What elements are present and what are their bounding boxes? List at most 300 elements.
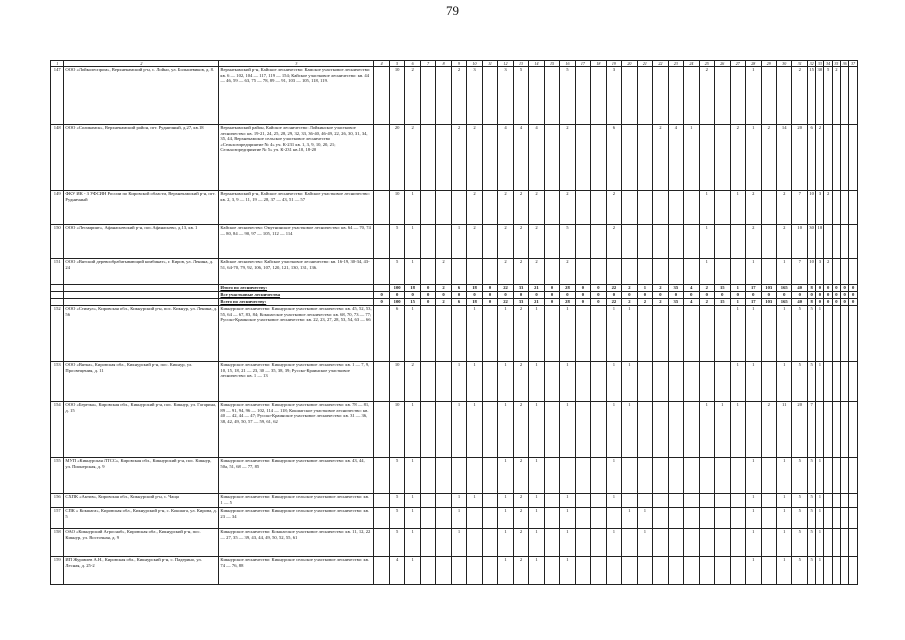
row-number: 157	[51, 508, 64, 529]
value-cell: 2	[498, 191, 513, 225]
value-cell	[451, 191, 466, 225]
total-value-cell: 18	[467, 285, 482, 292]
value-cell	[436, 529, 451, 557]
value-cell	[832, 458, 840, 494]
value-cell: 5	[389, 508, 404, 529]
value-cell: 5	[807, 458, 815, 494]
table-row	[51, 362, 858, 402]
totals-row	[51, 299, 858, 306]
value-cell: 1	[405, 494, 420, 508]
value-cell	[374, 225, 389, 259]
value-cell: 2	[730, 125, 745, 191]
location-cell: Кикнурское лесничество: Кикнурское сельское участковое лесничество: кв. 1 — 5	[219, 494, 374, 508]
value-cell: 1	[746, 458, 761, 494]
value-cell	[622, 557, 637, 585]
value-cell	[436, 362, 451, 402]
value-cell: 10	[792, 225, 807, 259]
value-cell	[832, 306, 840, 362]
total-value-cell: 21	[529, 299, 544, 306]
value-cell: 2	[513, 191, 528, 225]
value-cell: 1	[816, 494, 824, 508]
value-cell: 1	[746, 508, 761, 529]
value-cell: 5	[807, 557, 815, 585]
value-cell: 2	[606, 191, 621, 225]
value-cell: 20	[389, 125, 404, 191]
value-cell	[832, 494, 840, 508]
total-value-cell: 0	[606, 292, 621, 299]
value-cell	[591, 494, 606, 508]
value-cell	[715, 67, 730, 125]
value-cell	[684, 225, 699, 259]
value-cell	[668, 402, 683, 458]
value-cell: 1	[606, 529, 621, 557]
value-cell	[436, 125, 451, 191]
total-value-cell: 0	[849, 299, 858, 306]
row-number: 148	[51, 125, 64, 191]
value-cell: 2	[529, 225, 544, 259]
value-cell	[832, 125, 840, 191]
value-cell: 2	[513, 306, 528, 362]
value-cell: 1	[622, 362, 637, 402]
column-number: 4	[374, 61, 389, 67]
value-cell: 5	[560, 225, 575, 259]
value-cell	[832, 362, 840, 402]
totals-label: Всего по лесничеству:	[219, 299, 374, 306]
value-cell: 2	[832, 67, 840, 125]
totals-label: Итого по лесничеству:	[219, 285, 374, 292]
value-cell: 3	[467, 67, 482, 125]
total-value-cell: 6	[451, 299, 466, 306]
value-cell	[482, 362, 497, 402]
value-cell	[715, 191, 730, 225]
value-cell	[841, 125, 849, 191]
value-cell: 1	[816, 529, 824, 557]
column-number: 20	[622, 61, 637, 67]
organization-cell	[64, 299, 219, 306]
value-cell	[451, 306, 466, 362]
organization-cell: ООО «Вятка», Кировская обл., Кикнурский р-н, пос. Кикнур, ул. Просвещения, д. 11	[64, 362, 219, 402]
value-cell	[653, 306, 668, 362]
value-cell	[622, 458, 637, 494]
total-value-cell: 8	[807, 299, 815, 306]
column-number: 3	[219, 61, 374, 67]
value-cell	[591, 458, 606, 494]
value-cell	[730, 494, 745, 508]
value-cell	[544, 306, 559, 362]
value-cell	[841, 67, 849, 125]
value-cell	[715, 362, 730, 402]
organization-cell: ОАО «Кикнурский Агроснаб», Кировская обл., Кикнурский р-н, пос. Кикнур, ул. Восточная, д. 9	[64, 529, 219, 557]
table-row	[51, 306, 858, 362]
value-cell: 1	[730, 362, 745, 402]
value-cell: 14	[776, 125, 791, 191]
value-cell: 1	[405, 259, 420, 285]
value-cell: 1	[560, 557, 575, 585]
value-cell: 2	[699, 67, 714, 125]
value-cell: 1	[560, 508, 575, 529]
total-value-cell: 0	[467, 292, 482, 299]
value-cell	[849, 191, 858, 225]
value-cell: 1	[498, 306, 513, 362]
value-cell	[591, 508, 606, 529]
value-cell	[841, 362, 849, 402]
table-row	[51, 402, 858, 458]
value-cell: 20	[792, 402, 807, 458]
value-cell: 1	[467, 362, 482, 402]
value-cell	[482, 458, 497, 494]
value-cell	[420, 508, 435, 529]
value-cell: 1	[529, 402, 544, 458]
value-cell: 1	[560, 362, 575, 402]
location-cell: Кикнурское лесничество: Кокшагское участковое лесничество: кв. 11, 12, 22 — 27, 35 — 39, 43, 44, 49, 50, 52, 55, 61	[219, 529, 374, 557]
value-cell: 5	[560, 67, 575, 125]
total-value-cell	[374, 285, 389, 292]
value-cell	[575, 125, 590, 191]
value-cell: 1	[405, 557, 420, 585]
value-cell	[575, 306, 590, 362]
value-cell: 2	[560, 191, 575, 225]
value-cell	[832, 191, 840, 225]
value-cell: 15	[807, 67, 815, 125]
value-cell: 2	[746, 225, 761, 259]
value-cell	[544, 362, 559, 402]
value-cell: 5	[807, 362, 815, 402]
total-value-cell: 35	[668, 285, 683, 292]
value-cell	[436, 494, 451, 508]
total-value-cell: 2	[436, 285, 451, 292]
value-cell	[653, 508, 668, 529]
column-number: 1	[51, 61, 64, 67]
total-value-cell: 0	[832, 285, 840, 292]
value-cell	[824, 362, 832, 402]
total-value-cell: 2	[699, 299, 714, 306]
value-cell	[637, 458, 652, 494]
value-cell	[575, 225, 590, 259]
row-number: 158	[51, 529, 64, 557]
value-cell: 5	[389, 529, 404, 557]
value-cell: 1	[405, 402, 420, 458]
value-cell	[591, 259, 606, 285]
value-cell	[684, 191, 699, 225]
location-cell: Кикнурское лесничество: Кикнурское участковое лесничество: кв. 43, 44, 50а, 51, 68 — 77, 85	[219, 458, 374, 494]
value-cell	[832, 529, 840, 557]
value-cell	[451, 557, 466, 585]
value-cell	[420, 529, 435, 557]
value-cell	[420, 125, 435, 191]
column-number: 12	[498, 61, 513, 67]
total-value-cell: 0	[824, 285, 832, 292]
value-cell: 1	[560, 494, 575, 508]
value-cell	[482, 529, 497, 557]
value-cell	[668, 225, 683, 259]
value-cell	[776, 67, 791, 125]
value-cell	[637, 67, 652, 125]
row-number: 149	[51, 191, 64, 225]
value-cell	[653, 494, 668, 508]
total-value-cell: 22	[606, 285, 621, 292]
value-cell	[746, 402, 761, 458]
location-cell: Кикнурское лесничество: Кикнурское участковое лесничество: кв. 1 — 7, 9, 10, 15, 18, 21 — 23, 30 — 35, 38, 39; Русско-Краинское участковое лесничество: кв. 1 — 13	[219, 362, 374, 402]
value-cell: 10	[807, 191, 815, 225]
value-cell: 1	[560, 402, 575, 458]
value-cell: 2	[513, 557, 528, 585]
value-cell	[591, 67, 606, 125]
value-cell	[622, 494, 637, 508]
value-cell: 1	[529, 529, 544, 557]
value-cell: 2	[824, 191, 832, 225]
value-cell	[591, 225, 606, 259]
value-cell	[374, 402, 389, 458]
value-cell	[436, 225, 451, 259]
value-cell	[668, 557, 683, 585]
value-cell: 1	[637, 508, 652, 529]
value-cell: 1	[529, 508, 544, 529]
value-cell: 2	[513, 402, 528, 458]
value-cell: 2	[513, 508, 528, 529]
column-number: 21	[637, 61, 652, 67]
value-cell	[699, 362, 714, 402]
total-value-cell: 0	[482, 285, 497, 292]
value-cell	[849, 67, 858, 125]
column-number: 6	[405, 61, 420, 67]
total-value-cell: 0	[668, 292, 683, 299]
value-cell: 1	[498, 402, 513, 458]
organization-cell	[64, 292, 219, 299]
total-value-cell: 1	[730, 285, 745, 292]
value-cell: 1	[816, 306, 824, 362]
value-cell: 1	[776, 494, 791, 508]
value-cell	[374, 557, 389, 585]
total-value-cell: 0	[405, 292, 420, 299]
table-row	[51, 458, 858, 494]
total-value-cell: 0	[575, 285, 590, 292]
row-number	[51, 285, 64, 292]
value-cell: 1	[405, 508, 420, 529]
total-value-cell: 0	[482, 299, 497, 306]
total-value-cell: 2	[622, 299, 637, 306]
value-cell: 1	[776, 458, 791, 494]
value-cell: 1	[498, 458, 513, 494]
value-cell	[653, 557, 668, 585]
value-cell	[544, 508, 559, 529]
value-cell: 10	[816, 225, 824, 259]
value-cell	[436, 557, 451, 585]
organization-cell: МУП «Кикнурская ЛТСС», Кировская обл., Кикнурский р-н, пос. Кикнур, ул. Пионерская, д. 9	[64, 458, 219, 494]
total-value-cell: 0	[816, 285, 824, 292]
value-cell	[544, 67, 559, 125]
value-cell	[824, 557, 832, 585]
total-value-cell: 0	[544, 299, 559, 306]
column-number: 32	[807, 61, 815, 67]
value-cell: 2	[560, 259, 575, 285]
value-cell	[622, 67, 637, 125]
value-cell: 1	[529, 458, 544, 494]
total-value-cell: 0	[374, 292, 389, 299]
total-value-cell: 6	[451, 285, 466, 292]
total-value-cell: 0	[374, 299, 389, 306]
value-cell	[684, 508, 699, 529]
value-cell	[761, 191, 776, 225]
value-cell	[436, 67, 451, 125]
value-cell: 3	[498, 67, 513, 125]
value-cell: 1	[451, 402, 466, 458]
value-cell	[374, 306, 389, 362]
value-cell: 5	[792, 494, 807, 508]
value-cell: 2	[513, 529, 528, 557]
value-cell	[715, 494, 730, 508]
organization-cell: ООО «Стимул», Кировская обл., Кикнурский р-н, пос. Кикнур, ул. Ленина, д. 56	[64, 306, 219, 362]
value-cell	[374, 191, 389, 225]
value-cell: 20	[792, 125, 807, 191]
value-cell	[575, 67, 590, 125]
value-cell: 2	[405, 362, 420, 402]
value-cell	[849, 494, 858, 508]
value-cell	[849, 557, 858, 585]
value-cell	[544, 557, 559, 585]
value-cell	[668, 362, 683, 402]
value-cell	[482, 306, 497, 362]
total-value-cell: 0	[841, 299, 849, 306]
value-cell: 2	[498, 259, 513, 285]
value-cell	[467, 529, 482, 557]
column-number: 26	[715, 61, 730, 67]
value-cell	[824, 529, 832, 557]
value-cell	[544, 225, 559, 259]
value-cell	[420, 494, 435, 508]
value-cell	[482, 508, 497, 529]
total-value-cell: 17	[746, 299, 761, 306]
total-value-cell: 100	[389, 285, 404, 292]
value-cell	[544, 494, 559, 508]
value-cell	[699, 508, 714, 529]
value-cell	[575, 529, 590, 557]
value-cell: 5	[792, 306, 807, 362]
value-cell: 1	[746, 306, 761, 362]
value-cell	[653, 529, 668, 557]
value-cell: 2	[451, 67, 466, 125]
value-cell	[849, 402, 858, 458]
value-cell: 6	[807, 125, 815, 191]
value-cell: 4	[389, 557, 404, 585]
value-cell: 1	[684, 125, 699, 191]
value-cell	[575, 494, 590, 508]
value-cell	[653, 191, 668, 225]
total-value-cell: 0	[544, 292, 559, 299]
value-cell	[606, 557, 621, 585]
value-cell: 1	[467, 494, 482, 508]
value-cell: 3	[816, 191, 824, 225]
value-cell	[420, 402, 435, 458]
value-cell: 1	[451, 529, 466, 557]
value-cell	[699, 557, 714, 585]
organization-cell: СПК « Кокшага», Кировская обл., Кикнурский р-н, с. Кокшага, ул. Кирова, д. 5	[64, 508, 219, 529]
column-number: 9	[451, 61, 466, 67]
value-cell: 1	[746, 557, 761, 585]
value-cell: 5	[792, 458, 807, 494]
total-value-cell: 0	[436, 292, 451, 299]
column-number: 16	[560, 61, 575, 67]
total-value-cell: 0	[849, 285, 858, 292]
value-cell	[832, 508, 840, 529]
value-cell	[761, 67, 776, 125]
value-cell	[849, 125, 858, 191]
column-number: 10	[467, 61, 482, 67]
row-number	[51, 292, 64, 299]
total-value-cell: 21	[529, 285, 544, 292]
value-cell: 1	[816, 362, 824, 402]
value-cell	[374, 67, 389, 125]
total-value-cell: 0	[637, 292, 652, 299]
total-value-cell: 33	[513, 285, 528, 292]
column-number: 31	[792, 61, 807, 67]
value-cell: 1	[467, 306, 482, 362]
row-number: 151	[51, 259, 64, 285]
column-number: 28	[746, 61, 761, 67]
value-cell: 3	[606, 67, 621, 125]
total-value-cell: 0	[824, 292, 832, 299]
value-cell	[824, 508, 832, 529]
value-cell	[436, 306, 451, 362]
value-cell: 3	[816, 259, 824, 285]
value-cell	[653, 225, 668, 259]
total-value-cell: 33	[513, 299, 528, 306]
value-cell: 1	[699, 191, 714, 225]
value-cell	[699, 529, 714, 557]
value-cell: 1	[467, 402, 482, 458]
total-value-cell: 2	[653, 299, 668, 306]
organization-cell: ФКУ ИК - 3 УФСИН России по Кировской области, Верхнекамский р-н, пгт. Рудничный	[64, 191, 219, 225]
organization-cell: ООО «Соликамск», Верхнекамский район, пгт. Рудничный, д.27, кв.18	[64, 125, 219, 191]
value-cell	[761, 529, 776, 557]
total-value-cell: 0	[389, 292, 404, 299]
total-value-cell: 2	[637, 299, 652, 306]
value-cell: 1	[699, 225, 714, 259]
value-cell	[482, 494, 497, 508]
value-cell: 2	[513, 362, 528, 402]
value-cell	[832, 402, 840, 458]
value-cell	[684, 402, 699, 458]
total-value-cell: 0	[816, 292, 824, 299]
value-cell: 1	[746, 259, 761, 285]
total-value-cell: 22	[498, 299, 513, 306]
value-cell: 2	[405, 125, 420, 191]
value-cell: 1	[776, 557, 791, 585]
column-number: 15	[544, 61, 559, 67]
value-cell	[622, 529, 637, 557]
value-cell	[374, 259, 389, 285]
value-cell	[482, 259, 497, 285]
totals-row	[51, 292, 858, 299]
value-cell: 1	[776, 362, 791, 402]
row-number: 156	[51, 494, 64, 508]
value-cell	[730, 529, 745, 557]
total-value-cell: 0	[832, 299, 840, 306]
value-cell	[816, 402, 824, 458]
value-cell: 2	[529, 259, 544, 285]
total-value-cell: 2	[436, 299, 451, 306]
value-cell: 5	[807, 508, 815, 529]
total-value-cell: 0	[653, 292, 668, 299]
row-number: 159	[51, 557, 64, 585]
value-cell: 1	[746, 362, 761, 402]
value-cell	[374, 458, 389, 494]
value-cell	[849, 508, 858, 529]
total-value-cell: 22	[606, 299, 621, 306]
value-cell	[529, 67, 544, 125]
value-cell: 1	[498, 362, 513, 402]
value-cell	[761, 494, 776, 508]
value-cell	[622, 225, 637, 259]
